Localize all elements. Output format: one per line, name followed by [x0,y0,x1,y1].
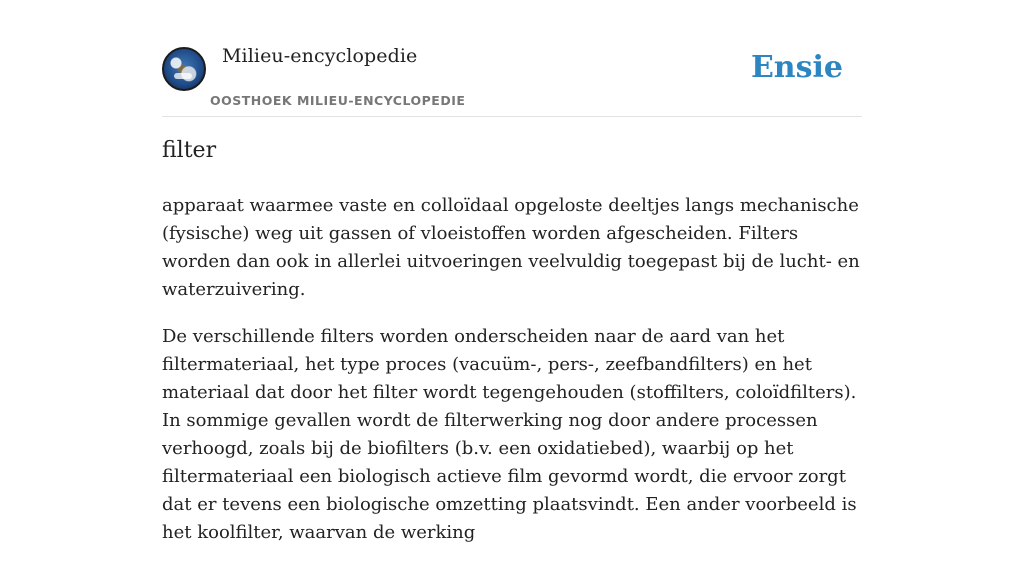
globe-icon[interactable] [162,47,206,91]
article-paragraph: apparaat waarmee vaste en colloïdaal opgeloste deeltjes langs mechanische (fysische) weg uit gassen of vloeistoffen worden afgescheiden. Filters worden dan ook in allerlei uitvoeringen veelvuldig toegepast bij de lucht- en waterzuivering. [162,195,860,300]
site-name-link[interactable]: Milieu-encyclopedie [222,45,418,67]
site-subtitle: OOSTHOEK MILIEU-ENCYCLOPEDIE [210,93,466,108]
site-header [162,0,862,117]
globe-cloud-shape [174,73,192,79]
article-paragraph: De verschillende filters worden onderscheiden naar de aard van het filtermateriaal, het type proces (vacuüm-, pers-, zeefbandfilters) en het materiaal dat door het filter wordt tegengehouden (stoffilters, coloïdfilters). In sommige gevallen wordt de filterwerking nog door andere processen verhoogd, zoals bij de biofilters (b.v. een oxidatiebed), waarbij op het filtermateriaal een biologisch actieve film gevormd wordt, die ervoor zorgt dat er tevens een biologische omzetting plaatsvindt. Een ander voorbeeld is het koolfilter, waarvan de werking [162,326,857,543]
article-title: filter [162,138,217,163]
content-container [162,0,862,543]
article-body [162,192,868,566]
ensie-logo-link[interactable]: Ensie [750,50,843,85]
